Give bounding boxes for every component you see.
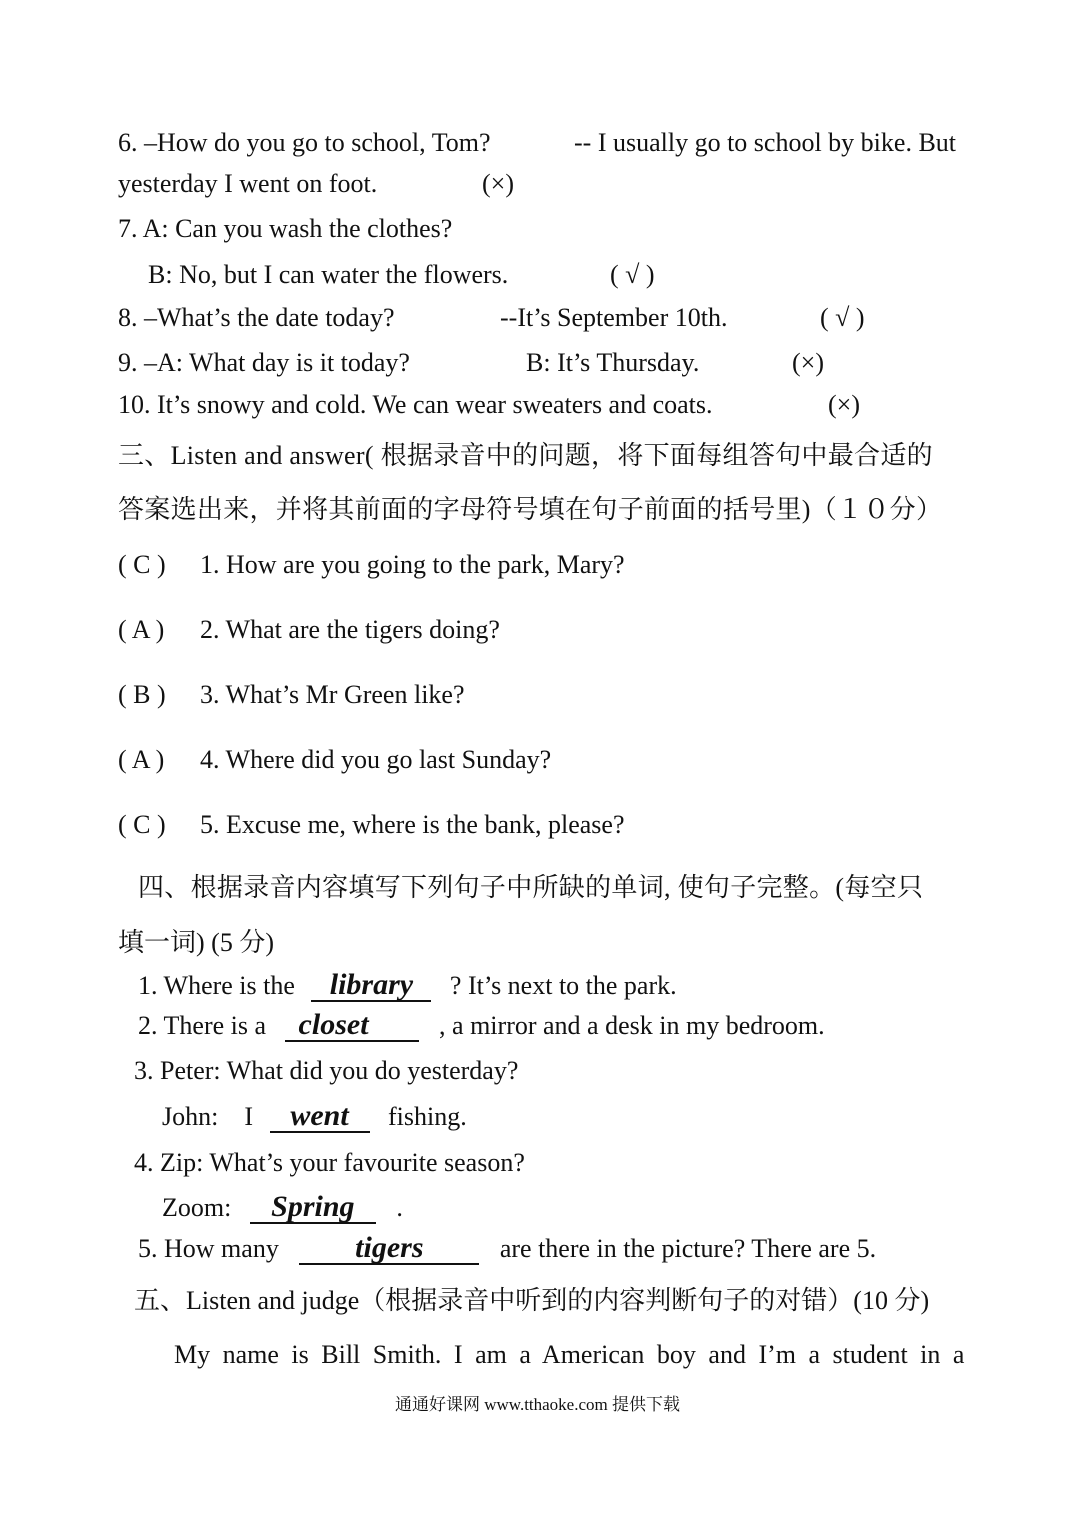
fill-blank [285,1010,419,1042]
item-7-line-1 [118,213,452,245]
item-9-mark: (×) [792,348,824,377]
section-4-item-5 [138,1233,876,1265]
item-6-line-1 [118,127,1016,159]
item-7-question: 7. A: Can you wash the clothes? [118,214,453,243]
section-3-item-5 [118,809,625,841]
item-7-line-2 [148,259,655,291]
section-4-heading-line-2: 填一词) (5 分) [118,928,274,957]
section-3-item-2 [118,614,500,646]
item-9-line [118,347,824,379]
section-3-heading-line-2: 答案选出来，并将其前面的字母符号填在句子前面的括号里)（１０分） [118,495,943,524]
sentence-start: Zoom: [162,1193,232,1222]
item-7-mark: ( √ ) [610,260,655,289]
question-text: 3. What’s Mr Green like? [200,680,465,709]
section-5-paragraph: My name is Bill Smith. I am a American boy and I’m a student in a [174,1340,965,1369]
answer-word: went [290,1099,349,1132]
item-6-mark: (×) [482,169,514,198]
sentence-end: , a mirror and a desk in my bedroom. [439,1011,825,1040]
item-10-mark: (×) [828,390,860,419]
answer-bracket: ( A ) [118,745,165,774]
item-10-line [118,389,860,421]
answer-bracket: ( C ) [118,550,166,579]
section-4-item-1 [138,970,677,1002]
sentence-end: ? It’s next to the park. [449,971,677,1000]
item-9-response: B: It’s Thursday. [526,348,700,377]
sentence-end: . [396,1193,403,1222]
section-5-heading: 五、Listen and judge（根据录音中听到的内容判断句子的对错）(10 分) [134,1286,930,1315]
answer-word: Spring [271,1190,355,1223]
section-3-item-3 [118,679,465,711]
question-text: 5. Excuse me, where is the bank, please? [200,810,625,839]
sentence-end: are there in the picture? There are 5. [499,1234,877,1263]
answer-bracket: ( C ) [118,810,166,839]
answer-word: tigers [355,1231,424,1264]
section-4-item-2 [138,1010,825,1042]
item-8-question: 8. –What’s the date today? [118,303,395,332]
question-text: 1. How are you going to the park, Mary? [200,550,625,579]
item-10-question: 10. It’s snowy and cold. We can wear sweaters and coats. [118,390,713,419]
item-6-question: 6. –How do you go to school, Tom? [118,128,491,157]
sentence-start: 5. How many [138,1234,279,1263]
answer-word: library [329,968,414,1001]
item-9-question: 9. –A: What day is it today? [118,348,410,377]
question-text: 2. What are the tigers doing? [200,615,500,644]
section-3-heading-line-1: 三、Listen and answer( 根据录音中的问题，将下面每组答句中最合适的 [118,441,933,470]
sentence-start: John: I [162,1102,253,1131]
fill-blank [311,970,431,1002]
answer-word: closet [298,1008,369,1041]
answer-bracket: ( A ) [118,615,165,644]
page-footer: 通通好课网 www.tthaoke.com 提供下载 [394,1395,681,1414]
section-4-item-4-line-1: 4. Zip: What’s your favourite season? [134,1148,525,1177]
section-4-item-3-line-2 [162,1101,467,1133]
item-6-line-2 [118,168,514,200]
item-8-line [118,302,865,334]
question-text: 4. Where did you go last Sunday? [200,745,552,774]
item-7-response: B: No, but I can water the flowers. [148,260,509,289]
item-6-continuation: yesterday I went on foot. [118,169,378,198]
item-6-response: -- I usually go to school by bike. But [574,128,957,157]
section-3-item-4 [118,744,552,776]
answer-bracket: ( B ) [118,680,166,709]
sentence-start: 2. There is a [138,1011,267,1040]
section-4-item-3-line-1: 3. Peter: What did you do yesterday? [134,1056,519,1085]
fill-blank [299,1233,479,1265]
sentence-start: 1. Where is the [138,971,295,1000]
section-4-item-4-line-2 [162,1192,403,1224]
sentence-end: fishing. [388,1102,467,1131]
item-8-mark: ( √ ) [820,303,865,332]
section-4-heading-line-1: 四、根据录音内容填写下列句子中所缺的单词, 使句子完整。(每空只 [138,873,924,902]
item-8-response: --It’s September 10th. [500,303,728,332]
fill-blank [250,1192,376,1224]
fill-blank [270,1101,370,1133]
section-3-item-1 [118,549,625,581]
